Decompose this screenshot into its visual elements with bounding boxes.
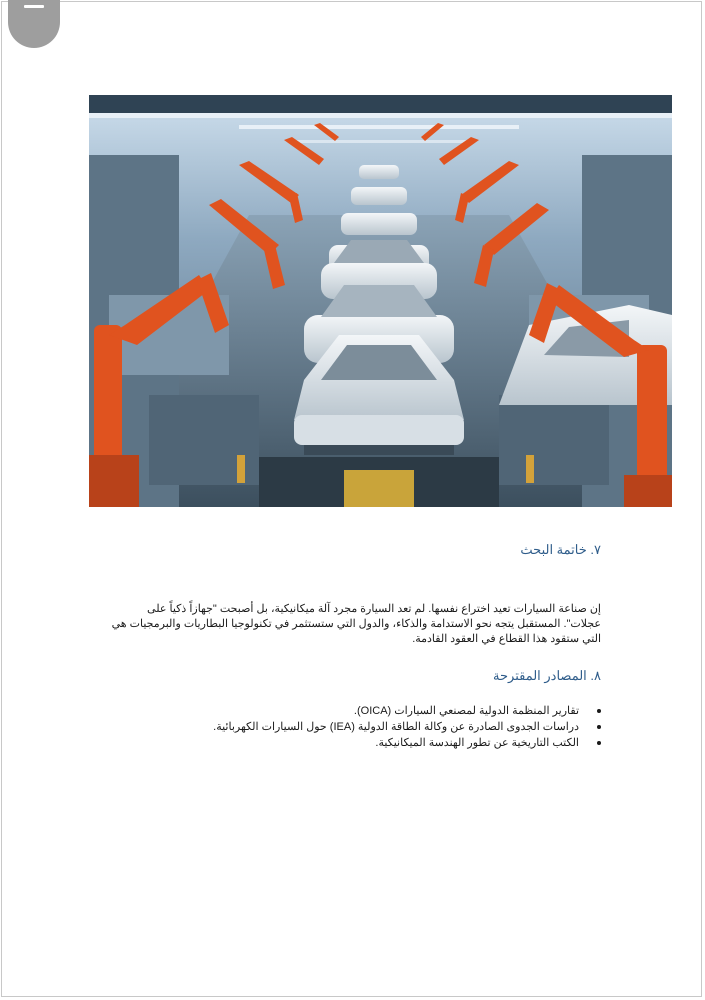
bullet-icon [597, 709, 601, 713]
factory-photo [89, 95, 672, 507]
list-item [121, 735, 601, 751]
section-7-heading: ٧. خاتمة البحث [520, 542, 601, 557]
bullet-icon [597, 741, 601, 745]
reference-text: تقارير المنظمة الدولية لمصنعي السيارات (OICA). [353, 705, 579, 717]
reference-text: الكتب التاريخية عن تطور الهندسة الميكانيكية. [375, 737, 579, 749]
list-item [121, 719, 601, 735]
menu-icon [24, 5, 44, 8]
conclusion-paragraph: إن صناعة السيارات تعيد اختراع نفسها. لم تعد السيارة مجرد آلة ميكانيكية، بل أصبحت "جهازاً ذكياً على عجلات". المستقبل يتجه نحو الاستدامة والذكاء، والدول التي ستستثمر في تكنولوجيا البطاريات والبرمجيات هي التي ستقود هذا القطاع في العقود القادمة. [111, 603, 601, 645]
reference-text: دراسات الجدوى الصادرة عن وكالة الطاقة الدولية (IEA) حول السيارات الكهربائية. [213, 721, 579, 733]
bullet-icon [597, 725, 601, 729]
references-list [121, 703, 601, 751]
section-8-heading: ٨. المصادر المقترحة [493, 668, 601, 683]
list-item [121, 703, 601, 719]
